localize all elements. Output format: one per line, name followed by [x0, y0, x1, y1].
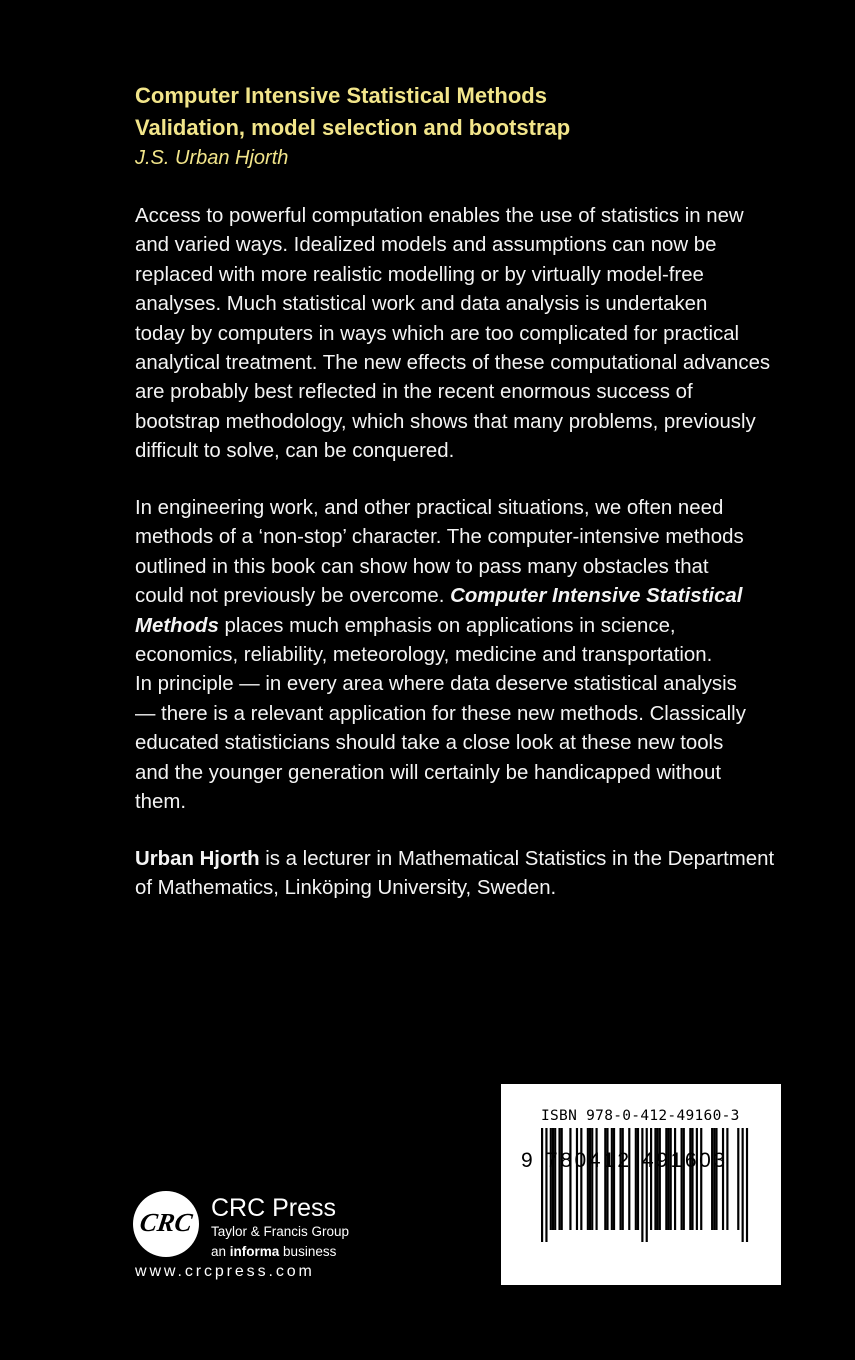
barcode-bar [587, 1128, 589, 1230]
author-name: Urban Hjorth [135, 848, 260, 870]
barcode-digit-first: 9 [521, 1149, 533, 1172]
barcode-bar [561, 1128, 563, 1230]
barcode-bar [650, 1128, 652, 1230]
barcode-bar [726, 1128, 728, 1230]
description-paragraph-2 [135, 494, 835, 817]
barcode-bar [670, 1128, 672, 1230]
barcode-bar [569, 1128, 571, 1230]
barcode-bar [604, 1128, 606, 1230]
text-line: bootstrap methodology, which shows that many problems, previously [135, 410, 756, 433]
description-paragraph-1 [135, 202, 835, 467]
text-line: In principle — in every area where data deserve statistical analysis [135, 673, 737, 696]
text-line: them. [135, 791, 186, 814]
text-line [135, 612, 835, 641]
publisher-name: CRC Press [211, 1194, 337, 1222]
text-line: educated statisticians should take a close look at these new tools [135, 732, 724, 755]
barcode-bar [683, 1128, 685, 1230]
text-line: difficult to solve, can be conquered. [135, 440, 455, 463]
title-block [135, 80, 825, 172]
barcode-bar [713, 1128, 715, 1230]
text-line [135, 845, 835, 874]
publisher-tagline [211, 1244, 336, 1260]
crc-logo-text: CRC [138, 1208, 195, 1237]
barcode-bar [558, 1128, 560, 1230]
publisher-group: Taylor & Francis Group [211, 1224, 350, 1239]
barcode-bars [501, 1084, 781, 1285]
publisher-logo [133, 1188, 363, 1288]
barcode-bar [659, 1128, 661, 1230]
barcode-bar [700, 1128, 702, 1230]
barcode-guard-bar [641, 1128, 643, 1242]
book-author: J.S. Urban Hjorth [135, 147, 289, 169]
barcode-guard-bar [541, 1128, 543, 1242]
barcode-bar [674, 1128, 676, 1230]
barcode-bar [657, 1128, 659, 1230]
barcode-bar [554, 1128, 556, 1230]
book-subtitle: Validation, model selection and bootstrap [135, 115, 571, 140]
barcode-bar [552, 1128, 554, 1230]
barcode-bar [689, 1128, 691, 1230]
barcode-bar [596, 1128, 598, 1230]
barcode-bar [654, 1128, 656, 1230]
barcode-guard-bar [742, 1128, 744, 1242]
barcode-bar [715, 1128, 717, 1230]
barcode-guard-bar [746, 1128, 748, 1242]
publisher-url: www.crcpress.com [135, 1263, 315, 1280]
text-line: are probably best reflected in the recent enormous success of [135, 381, 693, 404]
text-segment: could not previously be overcome. [135, 585, 451, 608]
barcode-digits-left: 780412 [546, 1149, 632, 1172]
barcode-bar [637, 1128, 639, 1230]
barcode-bar [667, 1128, 669, 1230]
barcode-bar [696, 1128, 698, 1230]
barcode-bar [606, 1128, 608, 1230]
text-line: methods of a ‘non-stop’ character. The computer-intensive methods [135, 526, 744, 549]
barcode-bar [622, 1128, 624, 1230]
text-line: — there is a relevant application for these new methods. Classically [135, 702, 746, 725]
text-line: and varied ways. Idealized models and assumptions can now be [135, 234, 717, 257]
text-line: outlined in this book can show how to pass many obstacles that [135, 555, 709, 578]
text-line: of Mathematics, Linköping University, Sweden. [135, 877, 557, 900]
barcode-bar [589, 1128, 591, 1230]
text-line: today by computers in ways which are too complicated for practical [135, 322, 740, 345]
text-line: Access to powerful computation enables the use of statistics in new [135, 205, 744, 227]
text-line: In engineering work, and other practical situations, we often need [135, 497, 724, 519]
barcode-bar [591, 1128, 593, 1230]
barcode-bar [580, 1128, 582, 1230]
barcode-bar [691, 1128, 693, 1230]
barcode-bar [665, 1128, 667, 1230]
tagline-post: business [279, 1244, 337, 1259]
barcode-guard-bar [545, 1128, 547, 1242]
tagline-bold: informa [229, 1244, 280, 1259]
author-bio [135, 845, 835, 904]
barcode-bar [737, 1128, 739, 1230]
book-title-emphasis: Computer Intensive Statistical [450, 585, 743, 608]
barcode-bar [611, 1128, 613, 1230]
text-line: and the younger generation will certainly be handicapped without [135, 761, 722, 784]
barcode-bar [619, 1128, 621, 1230]
isbn-label: ISBN 978-0-412-49160-3 [541, 1108, 740, 1124]
barcode-bar [711, 1128, 713, 1230]
text-line [135, 582, 835, 611]
book-title: Computer Intensive Statistical Methods [135, 83, 547, 108]
text-line: economics, reliability, meteorology, medicine and transportation. [135, 644, 713, 667]
barcode-bar [681, 1128, 683, 1230]
barcode-bar [576, 1128, 578, 1230]
tagline-pre: an [211, 1244, 230, 1259]
text-segment: is a lecturer in Mathematical Statistics in the Department [259, 848, 775, 870]
barcode-bar [628, 1128, 630, 1230]
barcode-bar [635, 1128, 637, 1230]
barcode-bar [613, 1128, 615, 1230]
text-line: analyses. Much statistical work and data analysis is undertaken [135, 293, 708, 316]
text-line: replaced with more realistic modelling or by virtually model-free [135, 263, 704, 286]
barcode-guard-bar [646, 1128, 648, 1242]
barcode-bar [550, 1128, 552, 1230]
book-title-emphasis: Methods [135, 614, 219, 637]
isbn-barcode [501, 1084, 781, 1285]
barcode-digits-right: 491603 [642, 1149, 728, 1172]
crc-logo-icon [133, 1191, 199, 1257]
barcode-bar [722, 1128, 724, 1230]
text-segment: places much emphasis on applications in science, [218, 614, 676, 637]
text-line: analytical treatment. The new effects of these computational advances [135, 352, 771, 375]
